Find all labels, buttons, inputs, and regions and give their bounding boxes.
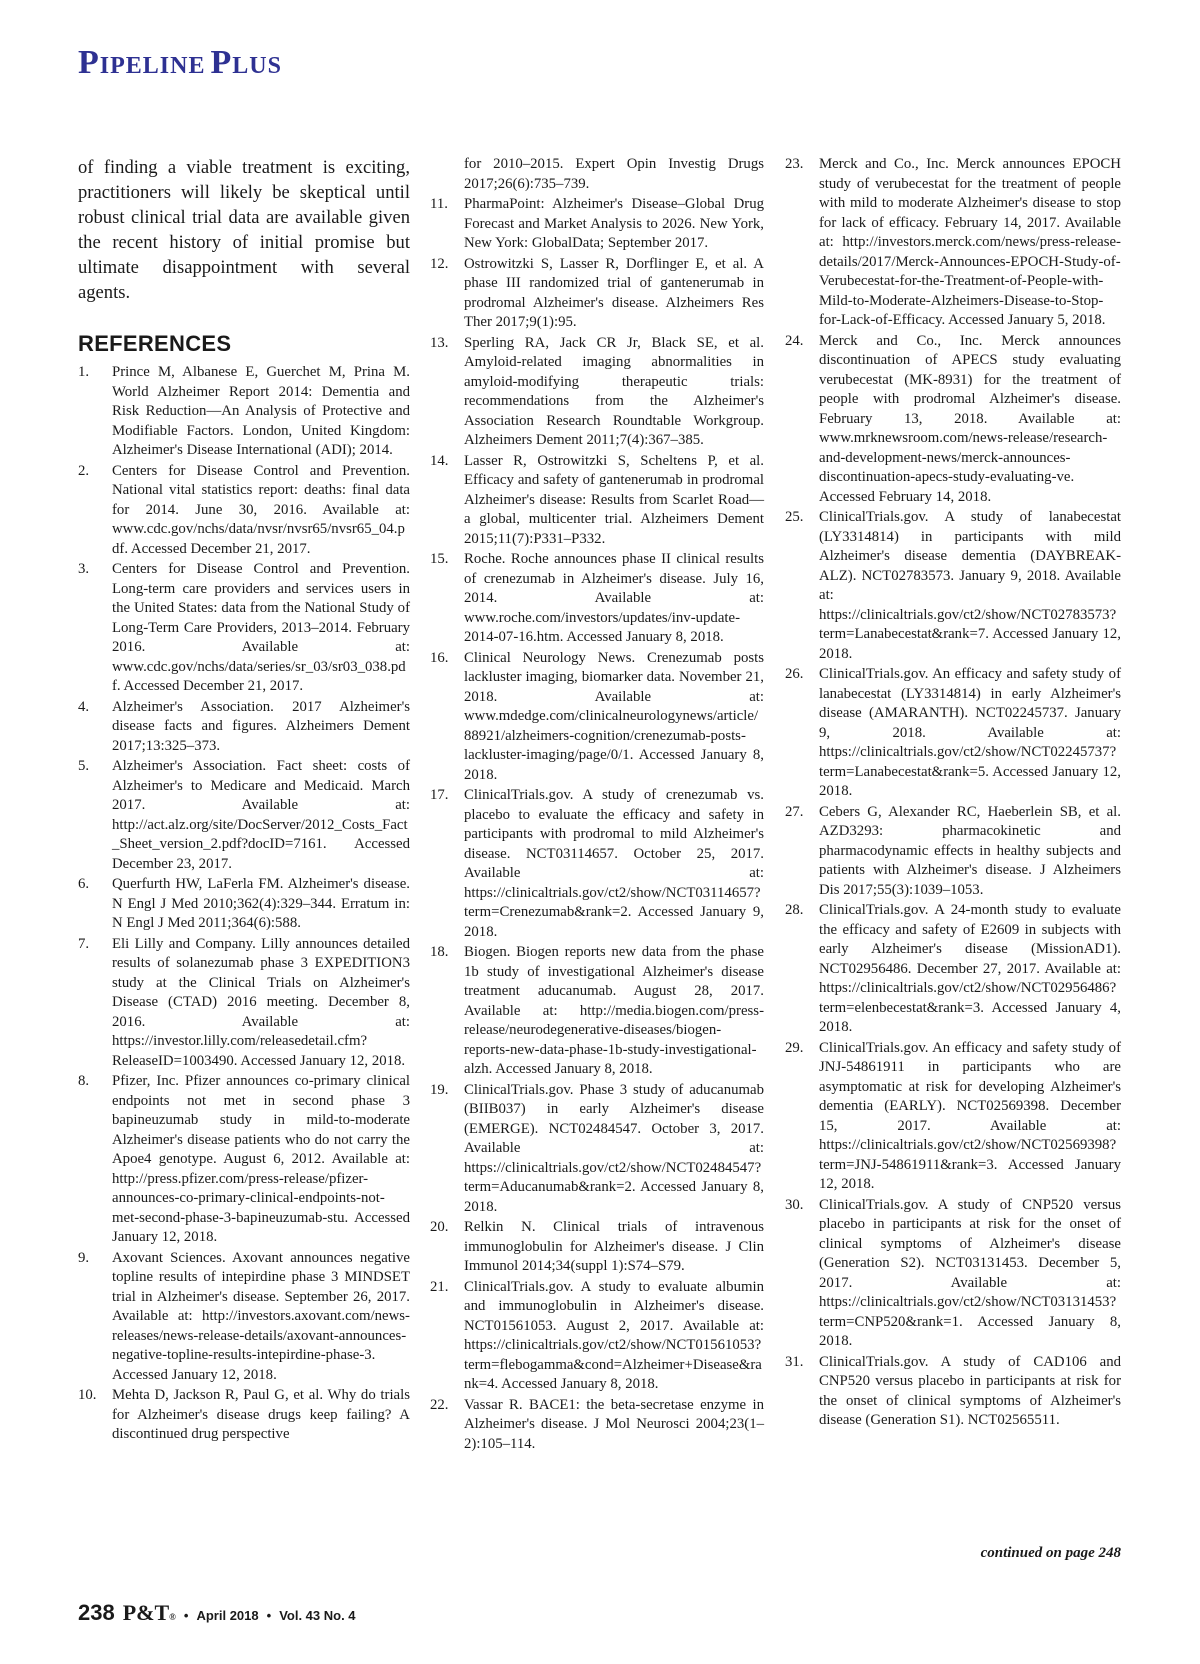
reference-item	[430, 786, 764, 942]
reference-number: 24.	[785, 332, 804, 349]
reference-item	[430, 155, 764, 194]
reference-text: Querfurth HW, LaFerla FM. Alzheimer's disease. N Engl J Med 2010;362(4):329–344. Erratum in: N Engl J Med 2011;364(6):588.	[112, 876, 410, 931]
reference-text: ClinicalTrials.gov. A study of crenezumab vs. placebo to evaluate the efficacy and safety in participants with prodromal to mild Alzheimer's disease. NCT03114657. October 25, 2017. Available at: https://clinicaltrials.gov/ct2/show/NCT03114657?term=Crenezumab&rank=2. Accessed January 9, 2018.	[464, 787, 764, 940]
reference-item	[785, 1196, 1121, 1352]
reference-item	[785, 332, 1121, 508]
reference-item	[78, 1249, 410, 1386]
reference-item	[430, 1218, 764, 1277]
intro-paragraph: of finding a viable treatment is exciting, practitioners will likely be skeptical until robust clinical trial data are available given the recent history of initial promise but ultimate disappointment with several agents.	[78, 157, 410, 303]
reference-text: Eli Lilly and Company. Lilly announces detailed results of solanezumab phase 3 EXPEDITION3 study at the Clinical Trials on Alzheimer's Disease (CTAD) 2016 meeting. December 8, 2016. Available at: https://investor.lilly.com/releasedetail.cfm?ReleaseID=1003490. Accessed January 12, 2018.	[112, 935, 410, 1069]
header-cap-p2: P	[210, 44, 233, 81]
footer-bullet-2: •	[266, 1608, 272, 1623]
reference-number: 22.	[430, 1396, 449, 1413]
reference-item	[785, 1039, 1121, 1195]
reference-text: Ostrowitzki S, Lasser R, Dorflinger E, et al. A phase III randomized trial of gantenerumab in prodromal Alzheimer's disease. Alzheimers Res Ther 2017;9(1):95.	[464, 255, 764, 330]
reference-text: Sperling RA, Jack CR Jr, Black SE, et al. Amyloid-related imaging abnormalities in amyloid-modifying therapeutic trials: recommendations from the Alzheimer's Association Research Roundtable Workgroup. Alzheimers Dement 2011;7(4):367–385.	[464, 334, 764, 448]
reference-number: 14.	[430, 452, 449, 469]
reference-number: 16.	[430, 649, 449, 666]
reference-item	[430, 195, 764, 254]
reference-number: 29.	[785, 1039, 804, 1056]
reference-number: 25.	[785, 509, 804, 525]
column-2	[430, 155, 764, 1455]
reference-item	[430, 1278, 764, 1395]
reference-item	[785, 803, 1121, 901]
reference-item	[430, 943, 764, 1080]
references-heading: REFERENCES	[78, 331, 232, 356]
footer-bullet-1: •	[183, 1608, 189, 1623]
reference-item	[430, 452, 764, 550]
reference-text: Cebers G, Alexander RC, Haeberlein SB, et al. AZD3293: pharmacokinetic and pharmacodynamic effects in healthy subjects and patients with Alzheimer's disease. J Alzheimers Dis 2017;55(3):1039–1053.	[819, 803, 1121, 898]
reference-item	[78, 1072, 410, 1248]
reference-text: Centers for Disease Control and Prevention. Long-term care providers and services users in the United States: data from the National Study of Long-Term Care Providers, 2013–2014. February 2016. Available at: www.cdc.gov/nchs/data/series/sr_03/sr03_038.pdf. Accessed December 21, 2017.	[112, 561, 410, 694]
reference-text: Merck and Co., Inc. Merck announces discontinuation of APECS study evaluating verubecestat (MK-8931) for the treatment of people with prodromal Alzheimer's disease. February 13, 2018. Available at: www.mrknewsroom.com/news-release/research-and-development-news/merck-announces-discontinuation-apecs-study-evaluating-ve. Accessed February 14, 2018.	[819, 332, 1121, 505]
reference-text: Roche. Roche announces phase II clinical results of crenezumab in Alzheimer's disease. July 16, 2014. Available at: www.roche.com/investors/updates/inv-update-2014-07-16.htm. Accessed January 8, 2018.	[464, 551, 764, 645]
reference-text: ClinicalTrials.gov. A 24-month study to evaluate the efficacy and safety of E2609 in subjects with early Alzheimer's disease (MissionAD1). NCT02956486. December 27, 2017. Available at: https://clinicaltrials.gov/ct2/show/NCT02956486?term=elenbecestat&rank=3. Accessed January 4, 2018.	[819, 902, 1121, 1035]
reference-number: 6.	[78, 876, 90, 892]
reference-item	[430, 1081, 764, 1218]
reference-item	[78, 875, 410, 934]
reference-number: 23.	[785, 156, 804, 172]
header-ipeline: IPELINE	[99, 53, 206, 79]
reference-number: 20.	[430, 1219, 449, 1235]
reference-text: Mehta D, Jackson R, Paul G, et al. Why do trials for Alzheimer's disease drugs keep failing? A discontinued drug perspective	[112, 1387, 410, 1442]
reference-text: ClinicalTrials.gov. A study of lanabecestat (LY3314814) in participants with mild Alzheimer's disease dementia (DAYBREAK-ALZ). NCT02783573. January 9, 2018. Available at: https://clinicaltrials.gov/ct2/show/NCT02783573?term=Lanabecestat&rank=7. Accessed January 12, 2018.	[819, 509, 1121, 662]
reference-item	[78, 935, 410, 1072]
reference-item	[430, 334, 764, 451]
reference-number: 3.	[78, 561, 90, 577]
reference-text: Alzheimer's Association. Fact sheet: costs of Alzheimer's to Medicare and Medicaid. March 2017. Available at: http://act.alz.org/site/DocServer/2012_Costs_Fact_Sheet_version_2.pdf?docID=7161. Accessed December 23, 2017.	[112, 758, 410, 872]
column-3	[785, 155, 1121, 1432]
reference-item	[430, 255, 764, 333]
reference-text: ClinicalTrials.gov. An efficacy and safety study of lanabecestat (LY3314814) in early Alzheimer's disease (AMARANTH). NCT02245737. January 9, 2018. Available at: https://clinicaltrials.gov/ct2/show/NCT02245737?term=Lanabecestat&rank=5. Accessed January 12, 2018.	[819, 666, 1121, 799]
reference-number: 26.	[785, 666, 804, 682]
reference-number: 13.	[430, 334, 449, 351]
reference-number: 11.	[430, 196, 448, 212]
running-header	[78, 44, 282, 82]
reference-text: Prince M, Albanese E, Guerchet M, Prina M. World Alzheimer Report 2014: Dementia and Risk Reduction—An Analysis of Protective and Modifiable Factors. London, United Kingdom: Alzheimer's Disease International (ADI); 2014.	[112, 364, 410, 458]
reference-number: 18.	[430, 944, 449, 960]
reference-text: ClinicalTrials.gov. A study of CAD106 and CNP520 versus placebo in participants at risk for the onset of clinical symptoms of Alzheimer's disease (Generation S1). NCT02565511.	[819, 1353, 1121, 1428]
reference-text: Biogen. Biogen reports new data from the phase 1b study of investigational Alzheimer's disease treatment aducanumab. August 28, 2017. Available at: http://media.biogen.com/press-release/neurodegenerative-diseases/biogen-reports-new-data-phase-1b-study-investigational-alzh. Accessed January 8, 2018.	[464, 944, 764, 1077]
reference-item	[785, 665, 1121, 802]
reference-text: Clinical Neurology News. Crenezumab posts lackluster imaging, biomarker data. November 21, 2018. Available at: www.mdedge.com/clinicalneurologynews/article/88921/alzheimers-cognition/crenezumab-posts-lackluster-imaging/page/0/1. Accessed January 8, 2018.	[464, 649, 764, 783]
reference-list-col3	[785, 155, 1121, 1431]
registered-mark: ®	[169, 1612, 176, 1622]
reference-text: Relkin N. Clinical trials of intravenous immunoglobulin for Alzheimer's disease. J Clin Immunol 2014;34(suppl 1):S74–S79.	[464, 1219, 764, 1274]
reference-text: ClinicalTrials.gov. A study of CNP520 versus placebo in participants at risk for the onset of clinical symptoms of Alzheimer's disease (Generation S2). NCT03131453. December 5, 2017. Available at: https://clinicaltrials.gov/ct2/show/NCT03131453?term=CNP520&rank=1. Accessed January 8, 2018.	[819, 1196, 1121, 1349]
reference-item	[78, 698, 410, 757]
header-lus: LUS	[232, 53, 282, 79]
reference-number: 19.	[430, 1081, 449, 1098]
reference-item	[78, 363, 410, 461]
reference-text: Lasser R, Ostrowitzki S, Scheltens P, et al. Efficacy and safety of gantenerumab in prodromal Alzheimer's disease: Results from Scarlet Road—a global, multicenter trial. Alzheimers Dement 2015;11(7):P331–P332.	[464, 452, 764, 547]
header-cap-p: P	[78, 44, 100, 81]
reference-item	[430, 550, 764, 648]
column-1	[78, 155, 410, 1446]
reference-list-col2	[430, 155, 764, 1454]
issue-date: April 2018	[196, 1608, 259, 1623]
reference-item	[785, 155, 1121, 331]
reference-number: 2.	[78, 462, 90, 479]
reference-text: Axovant Sciences. Axovant announces negative topline results of intepirdine phase 3 MINDSET trial in Alzheimer's disease. September 26, 2017. Available at: http://investors.axovant.com/news-releases/news-release-details/axovant-announces-negative-topline-results-intepirdine-phase-3. Accessed January 12, 2018.	[112, 1249, 410, 1383]
reference-number: 30.	[785, 1196, 804, 1213]
page-number: 238	[78, 1600, 115, 1625]
reference-number: 4.	[78, 698, 90, 715]
reference-text: Vassar R. BACE1: the beta-secretase enzyme in Alzheimer's disease. J Mol Neurosci 2004;23(1–2):105–114.	[464, 1396, 764, 1452]
reference-item	[78, 462, 410, 560]
reference-item	[785, 901, 1121, 1038]
reference-item	[430, 649, 764, 786]
reference-number: 10.	[78, 1387, 97, 1403]
volume-issue: Vol. 43 No. 4	[279, 1608, 356, 1623]
reference-number: 5.	[78, 758, 90, 774]
reference-item	[430, 1396, 764, 1455]
reference-text: Alzheimer's Association. 2017 Alzheimer's disease facts and figures. Alzheimers Dement 2017;13:325–373.	[112, 698, 410, 754]
reference-text: ClinicalTrials.gov. A study to evaluate albumin and immunoglobulin in Alzheimer's disease. NCT01561053. August 2, 2017. Available at: https://clinicaltrials.gov/ct2/show/NCT01561053?term=flebogamma&cond=Alzheimer+Disease&rank=4. Accessed January 8, 2018.	[464, 1278, 764, 1392]
reference-list-col1	[78, 363, 410, 1445]
reference-text: Merck and Co., Inc. Merck announces EPOCH study of verubecestat for the treatment of people with mild to moderate Alzheimer's disease to stop for lack of efficacy. February 14, 2017. Available at: http://investors.merck.com/news/press-release-details/2017/Merck-Announces-EPOCH-Study-of-Verubecestat-for-the-Treatment-of-People-with-Mild-to-Moderate-Alzheimers-Disease-to-Stop-for-Lack-of-Efficacy. Accessed January 5, 2018.	[819, 156, 1121, 328]
reference-text: PharmaPoint: Alzheimer's Disease–Global Drug Forecast and Market Analysis to 2026. New York, New York: GlobalData; September 2017.	[464, 196, 764, 251]
reference-number: 8.	[78, 1073, 90, 1089]
reference-number: 27.	[785, 803, 804, 820]
reference-text: for 2010–2015. Expert Opin Investig Drugs 2017;26(6):735–739.	[464, 156, 764, 192]
reference-item	[785, 1353, 1121, 1431]
reference-number: 15.	[430, 551, 449, 567]
journal-abbrev: P&T	[122, 1600, 170, 1625]
reference-item	[785, 508, 1121, 664]
reference-item	[78, 560, 410, 697]
reference-item	[78, 1386, 410, 1445]
reference-number: 9.	[78, 1249, 90, 1266]
reference-number: 12.	[430, 255, 449, 272]
reference-number: 28.	[785, 902, 804, 918]
journal-name	[123, 1600, 176, 1626]
reference-text: Centers for Disease Control and Prevention. National vital statistics report: deaths: final data for 2014. June 30, 2016. Available at: www.cdc.gov/nchs/data/nvsr/nvsr65/nvsr65_04.pdf. Accessed December 21, 2017.	[112, 462, 410, 557]
reference-number: 31.	[785, 1353, 804, 1370]
reference-number: 7.	[78, 935, 90, 952]
continued-note: continued on page 248	[980, 1545, 1121, 1561]
reference-number: 21.	[430, 1278, 449, 1295]
reference-number: 1.	[78, 364, 90, 380]
reference-text: ClinicalTrials.gov. An efficacy and safety study of JNJ-54861911 in participants who are asymptomatic at risk for developing Alzheimer's dementia (EARLY). NCT02569398. December 15, 2017. Available at: https://clinicaltrials.gov/ct2/show/NCT02569398?term=JNJ-54861911&rank=3. Accessed January 12, 2018.	[819, 1039, 1121, 1192]
reference-number: 17.	[430, 787, 449, 803]
reference-item	[78, 757, 410, 874]
page-footer	[78, 1600, 356, 1626]
reference-text: Pfizer, Inc. Pfizer announces co-primary clinical endpoints not met in second phase 3 bapineuzumab study in mild-to-moderate Alzheimer's disease patients who do not carry the Apoe4 genotype. August 6, 2012. Available at: http://press.pfizer.com/press-release/pfizer-announces-co-primary-clinical-endpoints-not-met-second-phase-3-bapineuzumab-stu. Accessed January 12, 2018.	[112, 1073, 410, 1245]
reference-text: ClinicalTrials.gov. Phase 3 study of aducanumab (BIIB037) in early Alzheimer's disease (EMERGE). NCT02484547. October 3, 2017. Available at: https://clinicaltrials.gov/ct2/show/NCT02484547?term=Aducanumab&rank=2. Accessed January 8, 2018.	[464, 1081, 764, 1215]
